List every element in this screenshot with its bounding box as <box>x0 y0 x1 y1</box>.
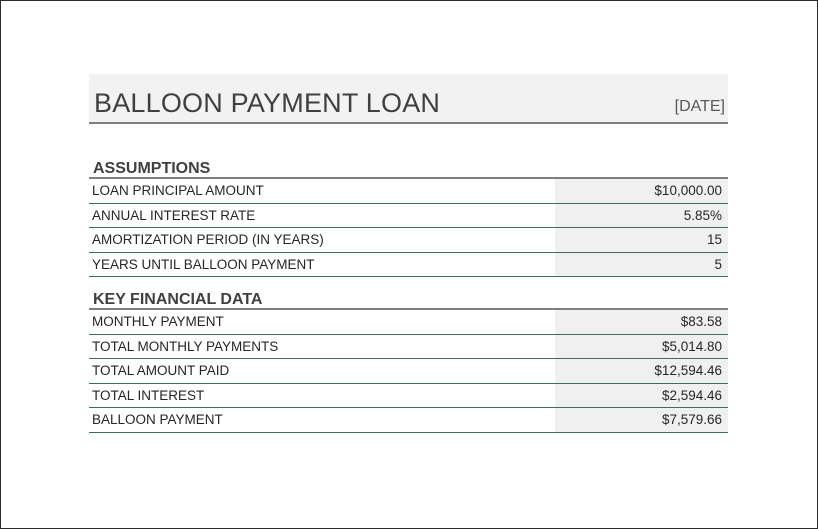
loan-principal-input[interactable]: $10,000.00 <box>555 179 728 203</box>
table-row <box>89 310 728 335</box>
total-amount-paid-label: TOTAL AMOUNT PAID <box>89 359 555 383</box>
total-interest-value: $2,594.46 <box>555 384 728 408</box>
document-header <box>89 74 728 124</box>
monthly-payment-label: MONTHLY PAYMENT <box>89 310 555 334</box>
table-row <box>89 179 728 204</box>
table-row <box>89 335 728 360</box>
loan-sheet <box>89 74 728 433</box>
total-interest-label: TOTAL INTEREST <box>89 384 555 408</box>
monthly-payment-value: $83.58 <box>555 310 728 334</box>
document-title: BALLOON PAYMENT LOAN <box>94 88 441 118</box>
amortization-period-label: AMORTIZATION PERIOD (IN YEARS) <box>89 228 555 252</box>
table-row <box>89 408 728 433</box>
interest-rate-input[interactable]: 5.85% <box>555 204 728 228</box>
table-row <box>89 384 728 409</box>
assumptions-heading: ASSUMPTIONS <box>89 158 728 179</box>
table-row <box>89 359 728 384</box>
interest-rate-label: ANNUAL INTEREST RATE <box>89 204 555 228</box>
total-amount-paid-value: $12,594.46 <box>555 359 728 383</box>
date-field[interactable]: [DATE] <box>674 98 725 115</box>
table-row <box>89 253 728 278</box>
loan-principal-label: LOAN PRINCIPAL AMOUNT <box>89 179 555 203</box>
balloon-payment-label: BALLOON PAYMENT <box>89 408 555 432</box>
table-row <box>89 228 728 253</box>
amortization-period-input[interactable]: 15 <box>555 228 728 252</box>
years-until-balloon-label: YEARS UNTIL BALLOON PAYMENT <box>89 253 555 277</box>
total-monthly-payments-label: TOTAL MONTHLY PAYMENTS <box>89 335 555 359</box>
key-financial-data-heading: KEY FINANCIAL DATA <box>89 289 728 310</box>
table-row <box>89 204 728 229</box>
balloon-payment-value: $7,579.66 <box>555 408 728 432</box>
years-until-balloon-input[interactable]: 5 <box>555 253 728 277</box>
total-monthly-payments-value: $5,014.80 <box>555 335 728 359</box>
